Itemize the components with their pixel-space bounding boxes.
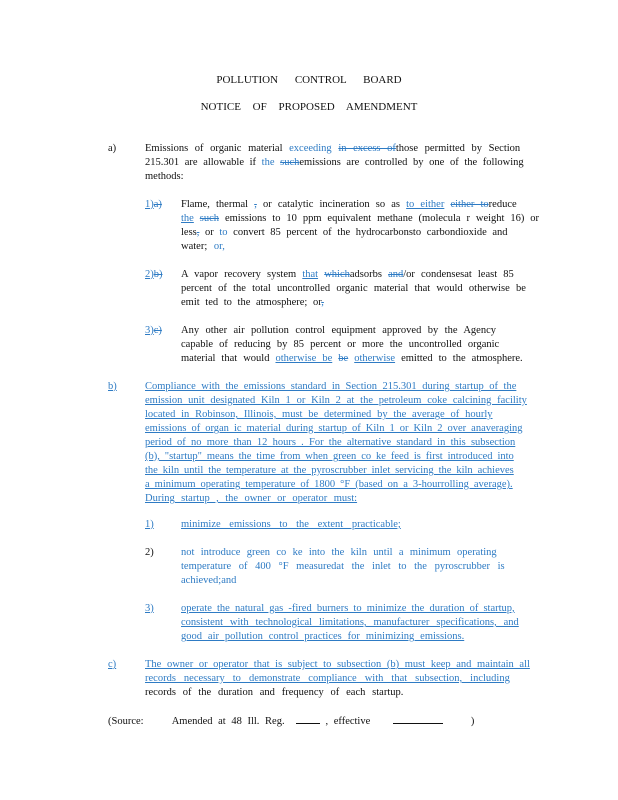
item-a1-number: 1)a) — [145, 199, 162, 210]
section-b-line-5: period of no more than 12 hours . For the alternative standard in this subsection — [145, 437, 516, 448]
section-c-line-1: The owner or operator that is subject to subsection (b) must keep and maintain all — [145, 659, 530, 670]
item-b1-line-1: minimize emissions to the extent practicable; — [181, 519, 401, 530]
item-b2-line-3: achieved;and — [181, 575, 237, 586]
item-a2-line-2: percent of the total uncontrolled organic material that would otherwise be — [181, 283, 526, 294]
item-a3-line-3: material that would otherwise be be otherwise emitted to the atmosphere. — [181, 353, 523, 364]
item-b3-line-1: operate the natural gas -fired burners to minimize the duration of startup, — [181, 603, 515, 614]
item-b2-line-1: not introduce green co ke into the kiln until a minimum operating — [181, 547, 497, 558]
section-b-line-6: (b), "startup" means the time from when green co ke feed is first introduced into — [145, 451, 514, 462]
section-c-line-2: records necessary to demonstrate compliance with that subsection, including — [145, 673, 510, 684]
item-a2-line-3: emit ted to the atmosphere; or, — [181, 297, 324, 308]
item-b3-line-2: consistent with technological limitations, manufacturer specifications, and — [181, 617, 519, 628]
section-c-line-3: records of the duration and frequency of each startup. — [145, 687, 404, 698]
section-b-line-9: During startup , the owner or operator must: — [145, 493, 358, 504]
section-b-line-1: Compliance with the emissions standard in Section 215.301 during startup of the — [145, 381, 517, 392]
register-blank — [296, 714, 320, 724]
notice-subtitle: NOTICE OF PROPOSED AMENDMENT — [200, 101, 418, 113]
section-b-line-8: a minimum operating temperature of 1800 °F (based on a 3-hourrolling average). — [145, 479, 513, 490]
item-b1-number: 1) — [145, 519, 154, 530]
item-b2-number: 2) — [145, 547, 154, 558]
section-b-line-4: emissions of organ ic material during startup of Kiln 1 or Kiln 2 over anaveraging — [145, 423, 523, 434]
item-a1-line-4: water; or, — [181, 241, 225, 252]
item-b3-number: 3) — [145, 603, 154, 614]
item-a3-line-1: Any other air pollution control equipment approved by the Agency — [181, 325, 497, 336]
item-a1-line-1: Flame, thermal , or catalytic incineration so as to either either toreduce — [181, 199, 517, 210]
section-b-line-2: emission unit designated Kiln 1 or Kiln 2 at the petroleum coke calcining facility — [145, 395, 527, 406]
item-a3-line-2: capable of reducing by 85 percent or more the uncontrolled organic — [181, 339, 500, 350]
item-a1-line-2: the such emissions to 10 ppm equivalent methane (molecula r weight 16) or — [181, 213, 540, 224]
item-a3-number: 3)c) — [145, 325, 162, 336]
section-b-line-7: the kiln until the temperature at the pyroscrubber inlet servicing the kiln achieves — [145, 465, 514, 476]
item-a1-line-3: less, or to convert 85 percent of the hydrocarbonsto carbondioxide and — [181, 227, 508, 238]
section-a-line-2: 215.301 are allowable if the suchemissions are controlled by one of the following — [145, 157, 524, 168]
section-a-line-3: methods: — [145, 171, 184, 182]
section-a-marker: a) — [108, 143, 117, 154]
item-a2-number: 2)b) — [145, 269, 163, 280]
item-a2-line-1: A vapor recovery system that whichadsorbs and/or condensesat least 85 — [181, 269, 514, 280]
notice-title: POLLUTION CONTROL BOARD — [216, 74, 402, 86]
section-c-marker: c) — [108, 659, 117, 670]
section-b-line-3: located in Robinson, Illinois, must be determined by the average of hourly — [145, 409, 493, 420]
section-b-marker: b) — [108, 381, 117, 392]
section-a-line-1: Emissions of organic material exceeding in excess ofthose permitted by Section — [145, 143, 521, 154]
item-b3-line-3: good air pollution control practices for minimizing emissions. — [181, 631, 465, 642]
source-note: (Source: Amended at 48 Ill. Reg. , effective ) — [108, 716, 475, 727]
effective-date-blank — [393, 714, 443, 724]
item-b2-line-2: temperature of 400 °F measuredat the inlet to the pyroscrubber is — [181, 561, 505, 572]
